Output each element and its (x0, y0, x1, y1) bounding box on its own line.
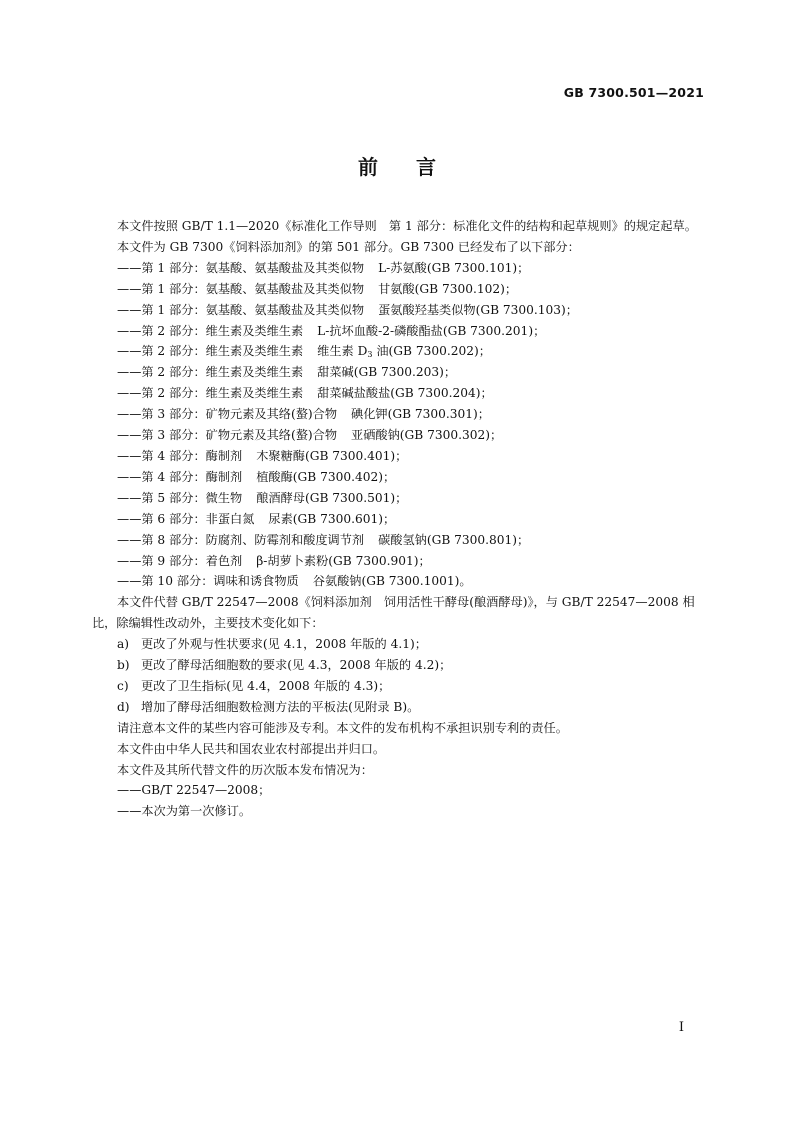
dash-marker: —— (117, 469, 142, 484)
version-history-list (92, 780, 704, 822)
standard-code-header: GB 7300.501—2021 (563, 85, 704, 100)
change-text: 更改了酵母活细胞数的要求(见 4.3，2008 年版的 4.2)； (141, 658, 452, 673)
published-parts-list (92, 258, 704, 593)
published-part-item (92, 300, 704, 321)
dash-marker: —— (117, 386, 142, 401)
dash-marker: —— (117, 344, 142, 359)
dash-marker: —— (117, 323, 142, 338)
dash-marker: —— (117, 260, 142, 275)
part-name: 蛋氨酸羟基类似物(GB 7300.103)； (378, 302, 578, 317)
part-name: 酿酒酵母(GB 7300.501)； (256, 490, 408, 505)
part-name: 碳酸氢钠(GB 7300.801)； (378, 532, 530, 547)
technical-change-item (92, 655, 704, 676)
published-part-item (92, 362, 704, 383)
dash-marker: —— (117, 302, 142, 317)
part-name-suffix: 油(GB 7300.202)； (372, 344, 491, 359)
change-letter: b) (117, 658, 130, 673)
published-part-item (92, 341, 704, 362)
technical-change-item (92, 676, 704, 697)
dash-marker: —— (117, 783, 142, 798)
part-name: L-抗坏血酸-2-磷酸酯盐(GB 7300.201)； (317, 323, 546, 338)
part-name: 甜菜碱(GB 7300.203)； (317, 365, 457, 380)
version-history-item (92, 801, 704, 822)
dash-marker: —— (117, 532, 142, 547)
part-name: 谷氨酸钠(GB 7300.1001)。 (312, 574, 472, 589)
published-part-item (92, 488, 704, 509)
part-label: 第 5 部分：微生物 (141, 490, 243, 505)
part-name: L-苏氨酸(GB 7300.101)； (378, 260, 530, 275)
part-name-subscript: 3 (367, 350, 373, 360)
dash-marker: —— (117, 281, 142, 296)
history-text: 本次为第一次修订。 (141, 804, 252, 819)
part-label: 第 2 部分：维生素及类维生素 (141, 365, 304, 380)
published-part-item (92, 446, 704, 467)
published-part-item (92, 383, 704, 404)
part-label: 第 1 部分：氨基酸、氨基酸盐及其类似物 (141, 281, 365, 296)
change-text: 更改了卫生指标(见 4.4，2008 年版的 4.3)； (141, 678, 391, 693)
part-name: 甘氨酸(GB 7300.102)； (378, 281, 518, 296)
page-title: 前言 (358, 155, 474, 179)
change-text: 增加了酵母活细胞数检测方法的平板法(见附录 B)。 (141, 699, 420, 714)
dash-marker: —— (117, 574, 142, 589)
technical-change-item (92, 697, 704, 718)
published-part-item (92, 571, 704, 592)
published-part-item (92, 530, 704, 551)
dash-marker: —— (117, 804, 142, 819)
part-name: 木聚糖酶(GB 7300.401)； (256, 448, 408, 463)
dash-marker: —— (117, 553, 142, 568)
published-part-item (92, 467, 704, 488)
change-letter: a) (117, 637, 130, 652)
patent-notice: 请注意本文件的某些内容可能涉及专利。本文件的发布机构不承担识别专利的责任。 (117, 720, 568, 735)
part-label: 第 8 部分：防腐剂、防霉剂和酸度调节剂 (141, 532, 365, 547)
published-part-item (92, 509, 704, 530)
published-part-item (92, 551, 704, 572)
dash-marker: —— (117, 448, 142, 463)
version-history-item (92, 780, 704, 801)
dash-marker: —— (117, 407, 142, 422)
history-intro: 本文件及其所代替文件的历次版本发布情况为： (117, 762, 373, 777)
published-part-item (92, 321, 704, 342)
change-text: 更改了外观与性状要求(见 4.1，2008 年版的 4.1)； (141, 637, 427, 652)
dash-marker: —— (117, 490, 142, 505)
part-label: 第 9 部分：着色剂 (141, 553, 243, 568)
replacement-statement: 本文件代替 GB/T 22547—2008《饲料添加剂 饲用活性干酵母(酿酒酵母)》，与 GB/T 22547—2008 相比，除编辑性改动外，主要技术变化如下： (92, 595, 695, 631)
part-name: 植酸酶(GB 7300.402)； (256, 469, 396, 484)
part-name: 甜菜碱盐酸盐(GB 7300.204)； (317, 386, 493, 401)
part-label: 第 4 部分：酶制剂 (141, 469, 243, 484)
part-name: 碘化钾(GB 7300.301)； (351, 407, 490, 422)
part-name: 尿素(GB 7300.601)； (268, 511, 396, 526)
dash-marker: —— (117, 365, 142, 380)
part-label: 第 3 部分：矿物元素及其络(螯)合物 (141, 428, 338, 443)
proposed-by: 本文件由中华人民共和国农业农村部提出并归口。 (117, 741, 386, 756)
dash-marker: —— (117, 428, 142, 443)
part-label: 第 10 部分：调味和诱食物质 (141, 574, 299, 589)
intro-drafting-rule: 本文件按照 GB/T 1.1—2020《标准化工作导则 第 1 部分：标准化文件的结构和起草规则》的规定起草。 (117, 219, 697, 233)
change-letter: d) (117, 699, 130, 714)
part-label: 第 2 部分：维生素及类维生素 (141, 386, 304, 401)
technical-changes-list (92, 634, 704, 718)
part-label: 第 2 部分：维生素及类维生素 (141, 344, 304, 359)
part-label: 第 3 部分：矿物元素及其络(螯)合物 (141, 407, 338, 422)
part-label: 第 2 部分：维生素及类维生素 (141, 323, 304, 338)
part-label: 第 4 部分：酶制剂 (141, 448, 243, 463)
part-label: 第 1 部分：氨基酸、氨基酸盐及其类似物 (141, 302, 365, 317)
page-number: I (678, 1020, 684, 1035)
dash-marker: —— (117, 511, 142, 526)
published-part-item (92, 279, 704, 300)
intro-part-statement: 本文件为 GB 7300《饲料添加剂》的第 501 部分。GB 7300 已经发布了以下部分： (117, 239, 580, 254)
part-label: 第 1 部分：氨基酸、氨基酸盐及其类似物 (141, 260, 365, 275)
part-label: 第 6 部分：非蛋白氮 (141, 511, 255, 526)
part-name: β-胡萝卜素粉(GB 7300.901)； (256, 553, 431, 568)
change-letter: c) (117, 678, 129, 693)
technical-change-item (92, 634, 704, 655)
history-text: GB/T 22547—2008； (141, 783, 271, 798)
published-part-item (92, 404, 704, 425)
part-name: 维生素 D (317, 344, 368, 359)
published-part-item (92, 425, 704, 446)
published-part-item (92, 258, 704, 279)
foreword-body (92, 216, 704, 822)
part-name: 亚硒酸钠(GB 7300.302)； (351, 428, 503, 443)
